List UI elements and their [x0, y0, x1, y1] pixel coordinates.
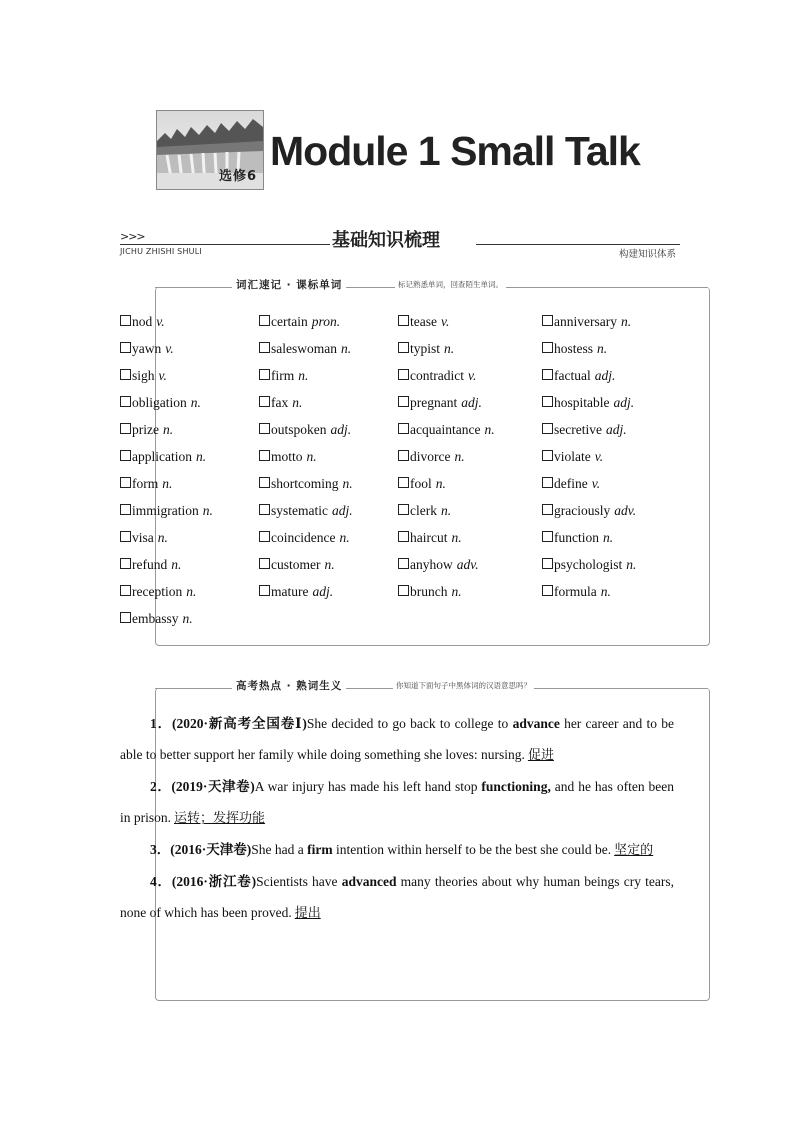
sentence-number: 4．: [150, 874, 172, 889]
vocab-item[interactable]: [259, 474, 398, 501]
vocab-pos: n.: [162, 476, 173, 491]
vocab-word: obligation: [132, 395, 187, 410]
vocab-word: motto: [271, 449, 303, 464]
vocab-word: haircut: [410, 530, 448, 545]
checkbox[interactable]: [542, 315, 553, 326]
sentence-answer: 促进: [527, 748, 554, 763]
sentence-text-before: A war injury has made his left hand stop: [254, 779, 482, 794]
sentence-item: [120, 708, 674, 771]
sentence-source: (2020·新高考全国卷Ⅰ): [172, 716, 307, 731]
vocab-item[interactable]: [398, 447, 542, 474]
checkbox[interactable]: [120, 585, 131, 596]
checkbox[interactable]: [259, 315, 270, 326]
sentence-item: [120, 834, 674, 866]
vocab-item[interactable]: [259, 339, 398, 366]
vocab-pos: v.: [591, 476, 601, 491]
vocab-item[interactable]: [398, 420, 542, 447]
vocab-pos: adj.: [461, 395, 482, 410]
vocab-pos: n.: [484, 422, 495, 437]
vocab-item[interactable]: [120, 420, 259, 447]
vocab-pos: v.: [467, 368, 477, 383]
sentence-list: [120, 708, 674, 929]
badge-label: 选修6: [218, 169, 257, 184]
vocab-item[interactable]: [542, 420, 680, 447]
vocab-word: define: [554, 476, 588, 491]
vocab-pos: adj.: [594, 368, 616, 383]
vocab-pos: n.: [342, 476, 353, 491]
vocab-pos: n.: [339, 530, 350, 545]
vocab-word: outspoken: [271, 422, 327, 437]
vocab-item[interactable]: [542, 393, 680, 420]
vocab-item[interactable]: [120, 582, 259, 609]
vocab-item[interactable]: [398, 528, 542, 555]
vocab-item[interactable]: [398, 312, 542, 339]
checkbox[interactable]: [259, 342, 270, 353]
sentence-answer: 运转；发挥功能: [174, 811, 266, 826]
sentence-answer: 坚定的: [614, 843, 654, 858]
vocab-pos: n.: [626, 557, 637, 572]
sentence-source: (2016·浙江卷): [171, 874, 257, 889]
vocab-item[interactable]: [120, 609, 259, 636]
sentence-item: [120, 771, 674, 834]
vocab-pos: n.: [454, 449, 465, 464]
vocab-pos: n.: [440, 503, 452, 518]
vocab-pos: n.: [190, 395, 201, 410]
module-badge: [156, 110, 264, 190]
vocab-word: fool: [410, 476, 432, 491]
vocab-pos: n.: [444, 341, 455, 356]
sentence-keyword: functioning,: [481, 779, 551, 794]
vocab-pos: n.: [620, 314, 632, 329]
vocab-word: mature: [271, 584, 309, 599]
vocab-word: saleswoman: [271, 341, 337, 356]
vocab-pos: pron.: [311, 314, 341, 329]
vocab-item[interactable]: [542, 312, 680, 339]
vocab-word: acquaintance: [410, 422, 481, 437]
section-banner: [120, 226, 680, 262]
checkbox[interactable]: [120, 342, 131, 353]
sentence-keyword: firm: [307, 842, 333, 857]
sentence-text-after: and he has often been in prison.: [120, 779, 675, 825]
checkbox[interactable]: [542, 585, 553, 596]
checkbox[interactable]: [120, 450, 131, 461]
vocab-item[interactable]: [398, 339, 542, 366]
sentence-text-before: She decided to go back to college to: [306, 716, 513, 731]
sentence-keyword: advanced: [341, 874, 397, 889]
vocab-item[interactable]: [398, 393, 542, 420]
vocab-word: embassy: [132, 611, 179, 626]
vocab-word: customer: [271, 557, 321, 572]
vocab-item[interactable]: [259, 447, 398, 474]
vocab-pos: v.: [594, 449, 604, 464]
vocab-pos: n.: [306, 449, 317, 464]
vocab-word: anniversary: [554, 314, 617, 329]
vocab-item[interactable]: [542, 555, 680, 582]
sentence-text-before: Scientists have: [256, 874, 342, 889]
vocab-item[interactable]: [259, 312, 398, 339]
vocab-grid: [120, 312, 680, 636]
checkbox[interactable]: [398, 558, 409, 569]
checkbox[interactable]: [120, 612, 131, 623]
vocab-item[interactable]: [259, 582, 398, 609]
vocab-word: violate: [554, 449, 591, 464]
vocab-box-label: 词汇速记 · 课标单词: [232, 277, 346, 292]
vocab-word: secretive: [554, 422, 602, 437]
vocab-word: divorce: [410, 449, 451, 464]
sentence-keyword: advance: [512, 716, 560, 731]
vocab-item[interactable]: [120, 555, 259, 582]
checkbox[interactable]: [259, 423, 270, 434]
section-subtitle: 构建知识体系: [618, 249, 676, 260]
checkbox[interactable]: [398, 477, 409, 488]
vocab-pos: n.: [603, 530, 614, 545]
vocab-word: factual: [554, 368, 591, 383]
vocab-item[interactable]: [542, 528, 680, 555]
vocab-pos: n.: [292, 395, 303, 410]
vocab-pos: v.: [165, 341, 174, 356]
vocab-item[interactable]: [542, 582, 680, 609]
checkbox[interactable]: [398, 585, 409, 596]
vocab-word: brunch: [410, 584, 448, 599]
checkbox[interactable]: [398, 531, 409, 542]
sentence-text-after: intention within herself to be the best she could be.: [332, 842, 612, 857]
vocab-word: hospitable: [554, 395, 610, 410]
vocab-word: coincidence: [271, 530, 336, 545]
checkbox[interactable]: [259, 504, 270, 515]
vocab-word: contradict: [410, 368, 464, 383]
vocab-pos: n.: [324, 557, 335, 572]
vocab-pos: n.: [597, 341, 608, 356]
vocab-item[interactable]: [259, 528, 398, 555]
vocab-item[interactable]: [120, 501, 259, 528]
checkbox[interactable]: [542, 423, 553, 434]
vocab-word: firm: [271, 368, 295, 383]
vocab-item[interactable]: [542, 474, 680, 501]
vocab-pos: n.: [298, 368, 309, 383]
vocab-word: clerk: [410, 503, 437, 518]
vocab-item[interactable]: [398, 366, 542, 393]
sentence-text-before: She had a: [251, 842, 308, 857]
checkbox[interactable]: [259, 369, 270, 380]
checkbox[interactable]: [398, 450, 409, 461]
hot-box-label: 高考热点 · 熟词生义: [232, 678, 346, 693]
vocab-pos: n.: [435, 476, 446, 491]
checkbox[interactable]: [398, 369, 409, 380]
vocab-pos: adj.: [332, 503, 353, 518]
sentence-source: (2019·天津卷): [171, 779, 255, 794]
vocab-item[interactable]: [120, 447, 259, 474]
checkbox[interactable]: [120, 477, 131, 488]
vocab-word: form: [132, 476, 159, 491]
vocab-item[interactable]: [398, 555, 542, 582]
vocab-pos: n.: [182, 611, 193, 626]
checkbox[interactable]: [542, 531, 553, 542]
vocab-word: reception: [132, 584, 183, 599]
checkbox[interactable]: [398, 315, 409, 326]
vocab-word: yawn: [132, 341, 162, 356]
hot-box-hint: 你知道下面句子中黑体词的汉语意思吗？: [393, 680, 534, 691]
vocab-word: fax: [271, 395, 289, 410]
vocab-item[interactable]: [542, 366, 680, 393]
checkbox[interactable]: [542, 504, 553, 515]
vocab-item[interactable]: [259, 420, 398, 447]
checkbox[interactable]: [259, 558, 270, 569]
checkbox[interactable]: [259, 585, 270, 596]
vocab-item[interactable]: [120, 393, 259, 420]
vocab-word: application: [132, 449, 192, 464]
vocab-item[interactable]: [259, 393, 398, 420]
checkbox[interactable]: [542, 477, 553, 488]
sentence-answer: 提出: [294, 906, 321, 921]
vocab-pos: v.: [440, 314, 450, 329]
vocab-pos: v.: [156, 314, 165, 329]
checkbox[interactable]: [259, 396, 270, 407]
checkbox[interactable]: [542, 369, 553, 380]
vocab-item[interactable]: [398, 474, 542, 501]
checkbox[interactable]: [120, 423, 131, 434]
checkbox[interactable]: [259, 450, 270, 461]
vocab-item[interactable]: [398, 582, 542, 609]
vocab-word: pregnant: [410, 395, 458, 410]
vocab-pos: adj.: [312, 584, 334, 599]
vocab-word: hostess: [554, 341, 594, 356]
sentence-text-after: her career and to be able to better support her family while doing something she loves: nursing.: [120, 716, 675, 762]
vocab-pos: n.: [171, 557, 182, 572]
vocab-item[interactable]: [542, 447, 680, 474]
vocab-word: systematic: [271, 503, 328, 518]
vocab-pos: adj.: [330, 422, 352, 437]
chevron-arrows-icon: >>>: [120, 230, 145, 243]
checkbox[interactable]: [120, 531, 131, 542]
checkbox[interactable]: [542, 558, 553, 569]
vocab-pos: n.: [600, 584, 611, 599]
vocab-word: visa: [132, 530, 154, 545]
vocab-pos: adv.: [614, 503, 637, 518]
vocab-pos: n.: [186, 584, 197, 599]
vocab-item[interactable]: [259, 555, 398, 582]
vocab-pos: n.: [157, 530, 168, 545]
vocab-word: function: [554, 530, 599, 545]
vocab-word: graciously: [554, 503, 611, 518]
checkbox[interactable]: [120, 558, 131, 569]
vocab-pos: n.: [162, 422, 174, 437]
banner-rule-right: [476, 244, 680, 245]
checkbox[interactable]: [259, 477, 270, 488]
vocab-word: prize: [132, 422, 159, 437]
checkbox[interactable]: [542, 450, 553, 461]
vocab-word: sigh: [132, 368, 155, 383]
sentence-item: [120, 866, 674, 929]
section-pinyin: JICHU ZHISHI SHULI: [120, 247, 202, 256]
vocab-pos: v.: [158, 368, 167, 383]
checkbox[interactable]: [398, 342, 409, 353]
vocab-word: immigration: [132, 503, 199, 518]
checkbox[interactable]: [398, 423, 409, 434]
vocab-word: tease: [410, 314, 437, 329]
banner-rule-left: [120, 244, 330, 245]
vocab-word: refund: [132, 557, 168, 572]
vocab-word: nod: [132, 314, 153, 329]
vocab-pos: n.: [202, 503, 213, 518]
checkbox[interactable]: [120, 396, 131, 407]
vocab-item[interactable]: [542, 339, 680, 366]
sentence-number: 1．: [150, 716, 173, 731]
sentence-number: 3．: [150, 842, 171, 857]
vocab-word: typist: [410, 341, 441, 356]
checkbox[interactable]: [120, 315, 131, 326]
module-title: Module 1 Small Talk: [270, 128, 640, 174]
vocab-pos: adj.: [605, 422, 627, 437]
vocab-box-hint: 标记熟悉单词，回查陌生单词。: [395, 279, 506, 290]
vocab-item[interactable]: [259, 501, 398, 528]
section-title: 基础知识梳理: [332, 230, 440, 251]
vocab-item[interactable]: [542, 501, 680, 528]
checkbox[interactable]: [398, 396, 409, 407]
vocab-word: formula: [554, 584, 597, 599]
vocab-pos: n.: [451, 584, 462, 599]
checkbox[interactable]: [542, 396, 553, 407]
vocab-pos: n.: [195, 449, 207, 464]
vocab-pos: adv.: [456, 557, 479, 572]
checkbox[interactable]: [259, 531, 270, 542]
checkbox[interactable]: [398, 504, 409, 515]
vocab-item[interactable]: [120, 312, 259, 339]
vocab-item[interactable]: [120, 474, 259, 501]
vocab-item[interactable]: [398, 501, 542, 528]
vocab-word: anyhow: [410, 557, 453, 572]
vocab-word: psychologist: [554, 557, 623, 572]
sentence-text-after: many theories about why human beings cry tears, none of which has been proved.: [120, 874, 674, 920]
vocab-item[interactable]: [120, 528, 259, 555]
vocab-item[interactable]: [259, 366, 398, 393]
checkbox[interactable]: [542, 342, 553, 353]
checkbox[interactable]: [120, 369, 131, 380]
sentence-number: 2．: [150, 779, 172, 794]
vocab-word: certain: [271, 314, 308, 329]
vocab-item[interactable]: [120, 366, 259, 393]
vocab-pos: adj.: [613, 395, 635, 410]
vocab-pos: n.: [451, 530, 462, 545]
vocab-pos: n.: [340, 341, 352, 356]
checkbox[interactable]: [120, 504, 131, 515]
vocab-word: shortcoming: [271, 476, 339, 491]
vocab-item[interactable]: [120, 339, 259, 366]
sentence-source: (2016·天津卷): [170, 842, 252, 857]
